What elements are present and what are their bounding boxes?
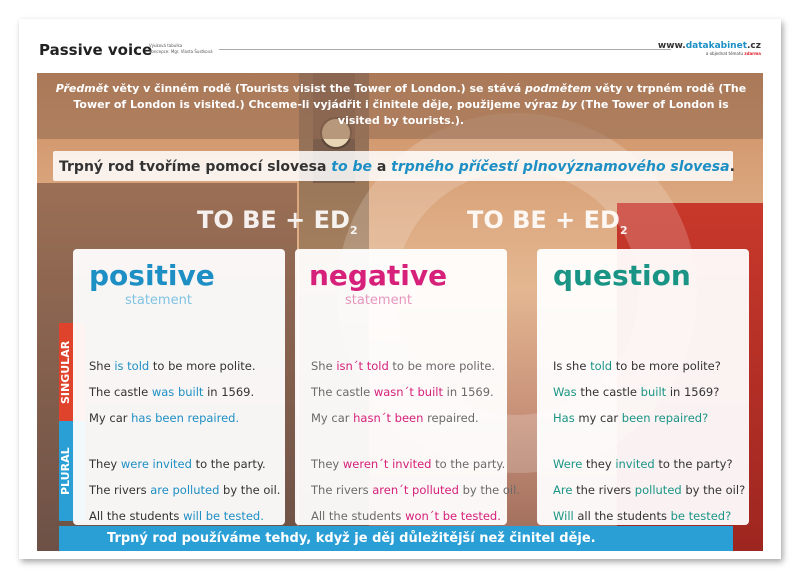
formula-right-sub: 2 xyxy=(619,223,628,237)
sentence-text: My car xyxy=(311,411,354,425)
sentence xyxy=(311,411,479,425)
footer-text: Trpný rod používáme tehdy, když je děj důležitější než činitel děje. xyxy=(107,531,596,546)
verb-phrase: built xyxy=(640,385,667,399)
sentence xyxy=(311,509,501,523)
singular-label: SINGULAR xyxy=(59,340,72,404)
verb-phrase: hasn´t been xyxy=(353,411,424,425)
verb-phrase: will be tested. xyxy=(183,509,264,523)
sentence xyxy=(553,457,733,471)
verb-phrase: was built xyxy=(151,385,204,399)
auxiliary-verb: Was xyxy=(553,385,577,399)
verb-phrase: be tested? xyxy=(670,509,732,523)
verb-phrase: has been repaired. xyxy=(131,411,240,425)
sentence-text: by the oil. xyxy=(458,483,520,497)
verb-phrase: were invited xyxy=(120,457,192,471)
formula-right-text: TO BE + ED xyxy=(467,206,620,234)
plural-label: PLURAL xyxy=(59,447,72,495)
sentence-text: in 1569. xyxy=(203,385,255,399)
intro-part3: podmětem xyxy=(524,82,592,95)
positive-subtitle: statement xyxy=(125,293,192,308)
verb-phrase: told xyxy=(590,359,613,373)
sentence xyxy=(89,483,280,497)
verb-phrase: wasn´t built xyxy=(373,385,443,399)
positive-card xyxy=(73,249,285,525)
negative-title: negative xyxy=(309,259,448,292)
sentence-text: They xyxy=(311,457,343,471)
rule-part-b: to be xyxy=(331,159,372,175)
brand-tagline-text: a objednat tématu xyxy=(705,51,745,56)
verb-phrase: is told xyxy=(114,359,150,373)
brand-logo xyxy=(658,41,761,56)
verb-phrase: weren´t invited xyxy=(342,457,432,471)
sentence-text: my car xyxy=(574,411,622,425)
worksheet-page xyxy=(19,19,781,559)
brand-prefix: www. xyxy=(657,41,686,51)
sentence xyxy=(89,411,239,425)
sentence-text: All the students xyxy=(311,509,406,523)
verb-phrase: isn´t told xyxy=(336,359,389,373)
verb-phrase: been repaired? xyxy=(621,411,709,425)
sentence-text: all the students xyxy=(573,509,671,523)
auxiliary-verb: Are xyxy=(553,483,573,497)
sentence-text: the castle xyxy=(576,385,641,399)
sentence-text: All the students xyxy=(89,509,184,523)
sentence xyxy=(553,483,745,497)
verb-phrase: aren´t polluted xyxy=(372,483,459,497)
intro-part5: by xyxy=(561,98,577,111)
sentence-text: they xyxy=(582,457,616,471)
sentence-text: The rivers xyxy=(311,483,373,497)
sentence xyxy=(311,385,494,399)
sentence-text: by the oil. xyxy=(219,483,281,497)
sentence xyxy=(89,385,254,399)
positive-title: positive xyxy=(89,259,215,292)
sentence-text: in 1569? xyxy=(666,385,720,399)
brand-tagline xyxy=(658,51,761,56)
question-title: question xyxy=(553,259,691,292)
sentence-text: My car xyxy=(89,411,132,425)
question-card xyxy=(537,249,749,525)
formula-right xyxy=(467,206,628,237)
sentence-text: the rivers xyxy=(572,483,635,497)
sentence-text: The rivers xyxy=(89,483,151,497)
verb-phrase: are polluted xyxy=(150,483,220,497)
sentence-text: repaired. xyxy=(423,411,479,425)
brand-tagline-highlight: zdarma xyxy=(744,51,761,56)
negative-card xyxy=(295,249,520,525)
sentence-text: to the party? xyxy=(654,457,733,471)
sentence-text: to be more polite. xyxy=(149,359,256,373)
sentence-text: She xyxy=(89,359,115,373)
formula-left xyxy=(197,206,358,237)
sentence-text: to be more polite? xyxy=(612,359,721,373)
rule-text xyxy=(59,159,735,175)
header-divider xyxy=(219,49,671,50)
sentence-text: The castle xyxy=(311,385,374,399)
brand-suffix: .cz xyxy=(747,41,761,51)
sentence xyxy=(89,359,256,373)
sentence-text: They xyxy=(89,457,121,471)
sentence xyxy=(311,359,495,373)
sentence-text: Is she xyxy=(553,359,591,373)
sentence xyxy=(89,509,264,523)
sentence xyxy=(311,457,505,471)
negative-subtitle: statement xyxy=(345,293,412,308)
intro-text xyxy=(51,81,751,129)
sentence-text: The castle xyxy=(89,385,152,399)
auxiliary-verb: Were xyxy=(553,457,583,471)
formula-left-text: TO BE + ED xyxy=(197,206,350,234)
intro-part6: (The Tower of London is visited by tourists.). xyxy=(337,98,729,127)
sentence-text: to the party. xyxy=(431,457,506,471)
sentence xyxy=(553,359,721,373)
auxiliary-verb: Has xyxy=(553,411,575,425)
rule-part-a: Trpný rod tvoříme pomocí slovesa xyxy=(59,159,332,175)
formula-left-sub: 2 xyxy=(349,223,358,237)
auxiliary-verb: Will xyxy=(553,509,574,523)
verb-phrase: polluted xyxy=(634,483,682,497)
sentence-text: to the party. xyxy=(191,457,266,471)
header-subtitle-line2: Koncepce: Mgr. Vlasta Šustková xyxy=(149,49,213,54)
sentence-text: by the oil? xyxy=(681,483,746,497)
footer-bar xyxy=(59,526,733,551)
rule-part-c: a xyxy=(371,159,392,175)
brand-name: datakabinet xyxy=(685,41,747,51)
rule-part-d: trpného příčestí plnovýznamového slovesa xyxy=(391,159,730,175)
sentence xyxy=(553,385,719,399)
header-subtitle xyxy=(149,43,213,55)
sentence-text: in 1569. xyxy=(442,385,494,399)
sentence-text: She xyxy=(311,359,337,373)
sentence xyxy=(553,509,731,523)
intro-part4: věty v trpném rodě (The Tower of London is visited.) Chceme-li vyjádřit i činitele děje, použijeme výraz xyxy=(73,82,747,111)
header-subtitle-line1: Výuková tabulka xyxy=(149,43,183,48)
intro-part2: věty v činném rodě (Tourists visist the Tower of London.) se stává xyxy=(108,82,525,95)
verb-phrase: won´t be tested. xyxy=(405,509,501,523)
verb-phrase: invited xyxy=(615,457,655,471)
sentence xyxy=(553,411,708,425)
sentence-text: to be more polite. xyxy=(388,359,496,373)
poster-banner xyxy=(37,73,763,551)
page-title: Passive voice xyxy=(39,41,153,59)
sentence xyxy=(89,457,266,471)
sentence xyxy=(311,483,520,497)
intro-part1: Předmět xyxy=(55,82,109,95)
rule-part-e: . xyxy=(729,159,735,175)
